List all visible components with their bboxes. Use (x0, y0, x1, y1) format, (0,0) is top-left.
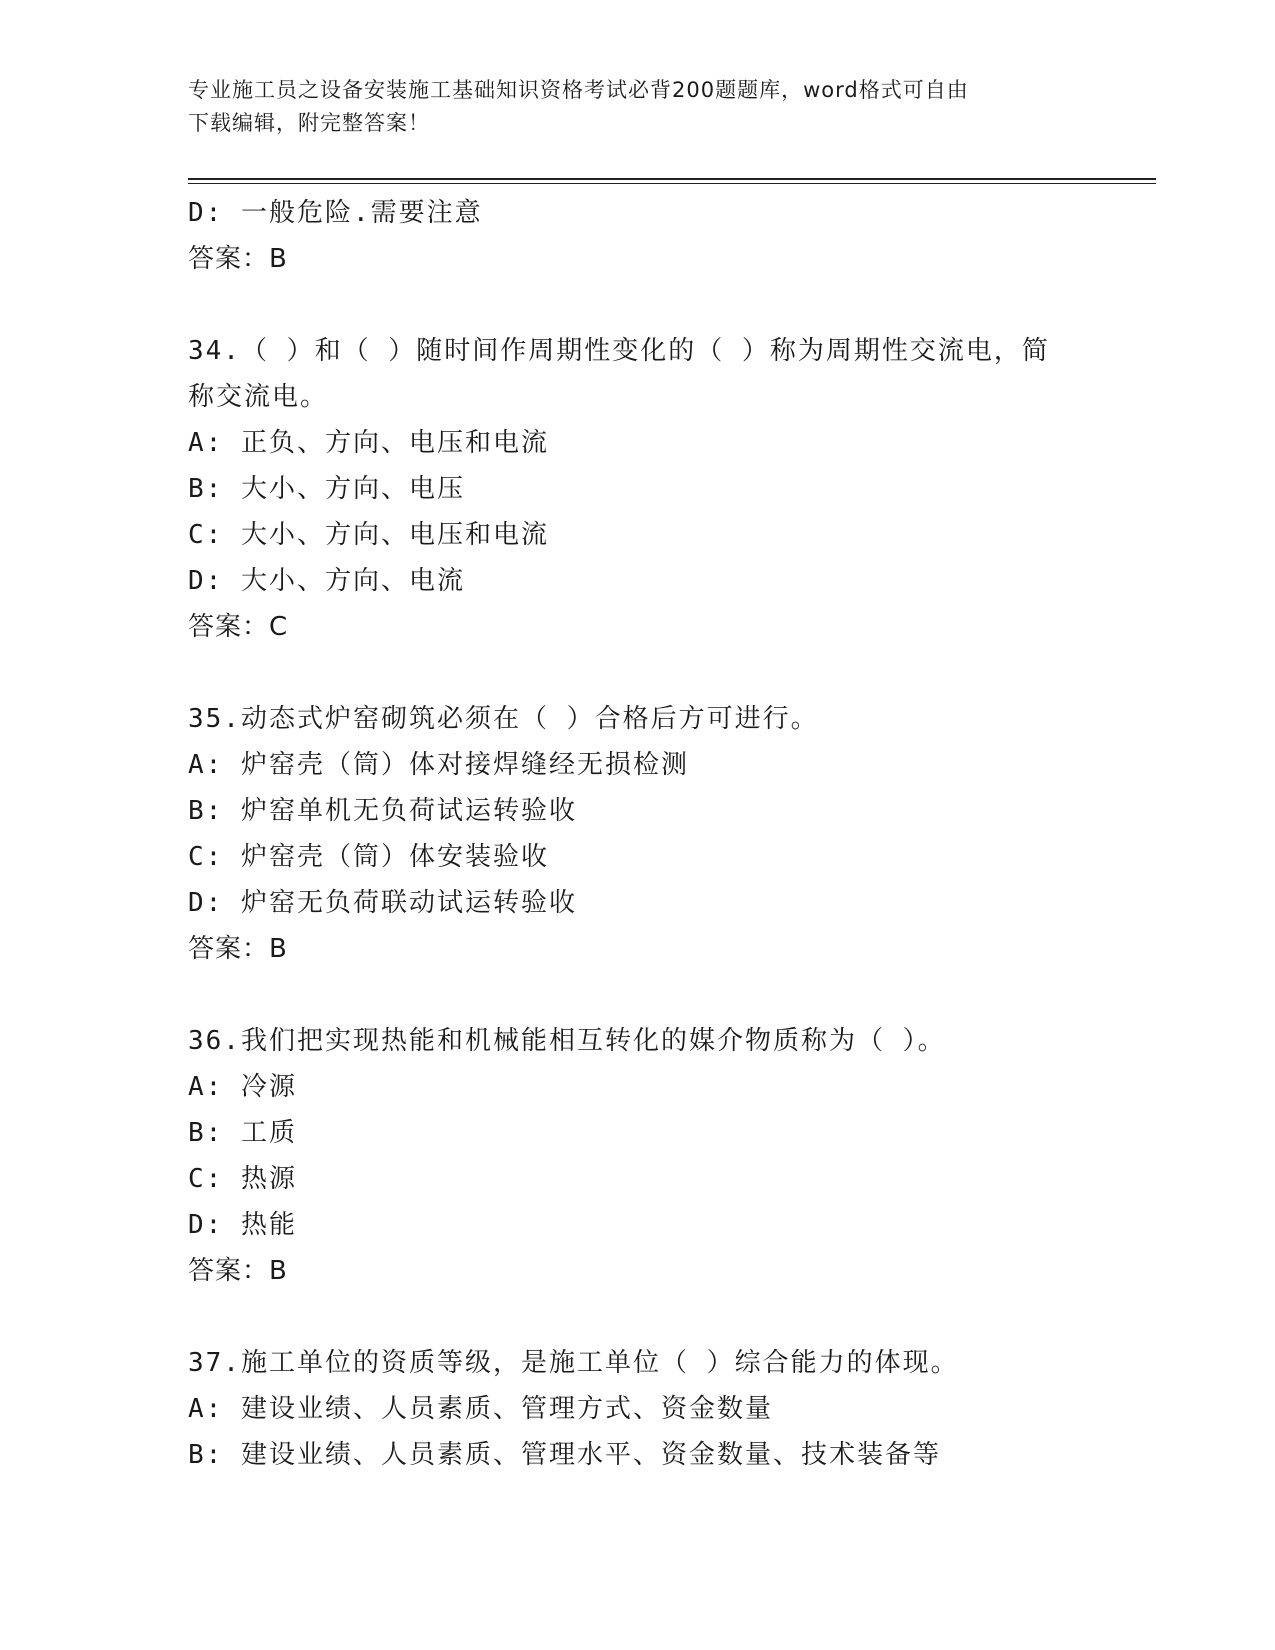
option-d: D: 炉窑无负荷联动试运转验收 (188, 888, 577, 918)
option-a: A: 炉窑壳（筒）体对接焊缝经无损检测 (188, 750, 689, 780)
question-list (188, 190, 1088, 1478)
document-header (188, 74, 1088, 140)
question-34 (188, 328, 1088, 650)
question-stem-line-2: 称交流电。 (188, 382, 329, 412)
option-b: B: 建设业绩、人员素质、管理水平、资金数量、技术装备等 (188, 1440, 941, 1470)
answer-label: 答案：C (188, 612, 289, 642)
spacer (188, 972, 1088, 1018)
option-b: B: 大小、方向、电压 (188, 474, 465, 504)
option-c: C: 炉窑壳（筒）体安装验收 (188, 842, 549, 872)
question-stem: 36.我们把实现热能和机械能相互转化的媒介物质称为（ ）。 (188, 1026, 946, 1056)
option-a: A: 正负、方向、电压和电流 (188, 428, 549, 458)
question-37 (188, 1340, 1088, 1478)
header-line-2: 下载编辑，附完整答案！ (188, 111, 430, 135)
option-a: A: 建设业绩、人员素质、管理方式、资金数量 (188, 1394, 773, 1424)
option-d: D: 一般危险.需要注意 (188, 198, 483, 228)
header-divider-thick (188, 178, 1156, 180)
question-35 (188, 696, 1088, 972)
question-stem: 37.施工单位的资质等级，是施工单位（ ）综合能力的体现。 (188, 1348, 959, 1378)
option-a: A: 冷源 (188, 1072, 297, 1102)
question-36 (188, 1018, 1088, 1294)
answer-label: 答案：B (188, 1256, 288, 1286)
spacer (188, 650, 1088, 696)
question-stem: 35.动态式炉窑砌筑必须在（ ）合格后方可进行。 (188, 704, 819, 734)
option-d: D: 热能 (188, 1210, 297, 1240)
option-c: C: 大小、方向、电压和电流 (188, 520, 549, 550)
answer-label: 答案：B (188, 244, 288, 274)
option-d: D: 大小、方向、电流 (188, 566, 465, 596)
question-stem-line-1: 34.（ ）和（ ）随时间作周期性变化的（ ）称为周期性交流电，简 (188, 336, 1050, 366)
header-divider-thin (188, 183, 1156, 184)
option-c: C: 热源 (188, 1164, 297, 1194)
option-b: B: 工质 (188, 1118, 297, 1148)
option-b: B: 炉窑单机无负荷试运转验收 (188, 796, 577, 826)
spacer (188, 1294, 1088, 1340)
header-line-1: 专业施工员之设备安装施工基础知识资格考试必背200题题库，word格式可自由 (188, 78, 969, 102)
answer-label: 答案：B (188, 934, 288, 964)
question-33-tail (188, 190, 1088, 282)
spacer (188, 282, 1088, 328)
